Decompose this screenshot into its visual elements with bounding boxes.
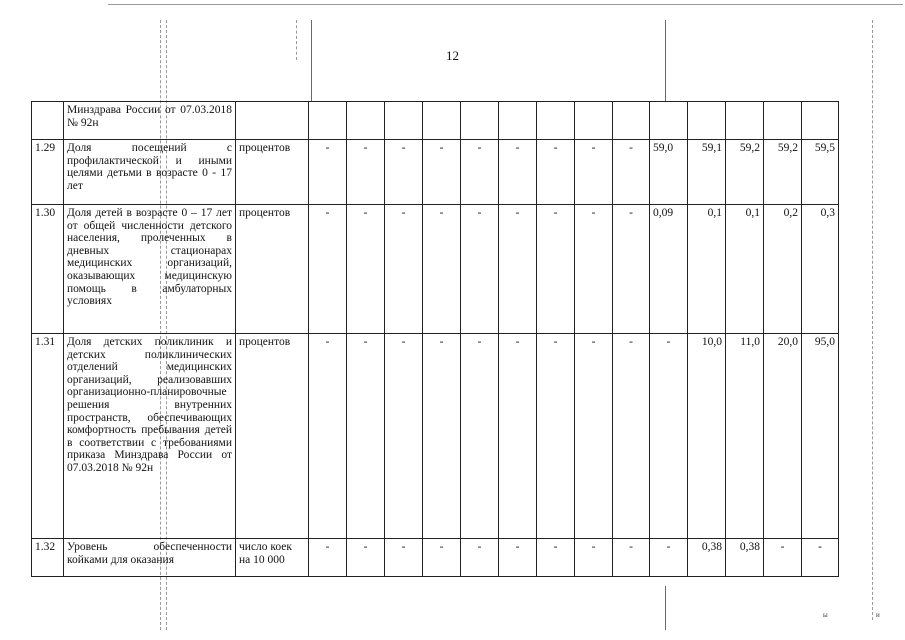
period-cell: - xyxy=(613,140,650,205)
period-cell: - xyxy=(347,140,385,205)
value-cell: - xyxy=(650,334,688,539)
value-cell: 0,38 xyxy=(688,539,726,577)
period-cell: - xyxy=(613,334,650,539)
scan-guide-line xyxy=(665,20,666,102)
value-cell: 20,0 xyxy=(764,334,802,539)
scan-guide-line xyxy=(311,20,312,102)
scan-guide-line xyxy=(872,20,873,620)
scan-guide-line xyxy=(296,20,297,60)
corner-mark: ы xyxy=(823,611,828,619)
period-cell xyxy=(537,102,575,140)
period-cell xyxy=(423,102,461,140)
unit-cell: процентов xyxy=(236,205,309,334)
table-row xyxy=(32,205,839,334)
period-cell: - xyxy=(499,140,537,205)
period-cell: - xyxy=(575,205,613,334)
period-cell xyxy=(309,102,347,140)
period-cell xyxy=(347,102,385,140)
period-cell: - xyxy=(461,539,499,577)
table-row xyxy=(32,539,839,577)
period-cell xyxy=(613,102,650,140)
value-cell: 59,2 xyxy=(764,140,802,205)
unit-cell: процентов xyxy=(236,140,309,205)
indicator-name: Доля детей в возрасте 0 – 17 лет от общей численности детского населения, пролеченных в дневных стационарах медицинских организаций, оказывающих медицинскую помощь в амбулаторных условиях xyxy=(64,205,236,334)
page-number: 12 xyxy=(446,48,459,63)
indicator-name: Доля посещений с профилактической и иными целями детьми в возрасте 0 - 17 лет xyxy=(64,140,236,205)
table-row xyxy=(32,140,839,205)
corner-mark: и xyxy=(876,611,880,619)
value-cell: 59,2 xyxy=(726,140,764,205)
value-cell xyxy=(650,102,688,140)
value-cell: 0,2 xyxy=(764,205,802,334)
period-cell: - xyxy=(499,539,537,577)
period-cell xyxy=(461,102,499,140)
period-cell: - xyxy=(385,205,423,334)
period-cell: - xyxy=(575,140,613,205)
value-cell: 95,0 xyxy=(802,334,839,539)
period-cell: - xyxy=(309,334,347,539)
table-row xyxy=(32,334,839,539)
period-cell: - xyxy=(423,140,461,205)
indicator-table xyxy=(31,101,839,577)
period-cell xyxy=(575,102,613,140)
period-cell: - xyxy=(385,334,423,539)
value-cell: - xyxy=(802,539,839,577)
value-cell: - xyxy=(764,539,802,577)
value-cell: 10,0 xyxy=(688,334,726,539)
period-cell: - xyxy=(461,140,499,205)
period-cell: - xyxy=(613,539,650,577)
value-cell: - xyxy=(650,539,688,577)
indicator-name: Уровень обеспеченности койками для оказания xyxy=(64,539,236,577)
period-cell: - xyxy=(537,205,575,334)
value-cell: 0,1 xyxy=(688,205,726,334)
value-cell: 11,0 xyxy=(726,334,764,539)
period-cell: - xyxy=(347,539,385,577)
period-cell: - xyxy=(423,205,461,334)
period-cell: - xyxy=(613,205,650,334)
value-cell xyxy=(688,102,726,140)
period-cell: - xyxy=(537,539,575,577)
value-cell: 59,0 xyxy=(650,140,688,205)
period-cell: - xyxy=(347,334,385,539)
unit-cell: процентов xyxy=(236,334,309,539)
row-number xyxy=(32,102,64,140)
value-cell: 0,09 xyxy=(650,205,688,334)
row-number: 1.29 xyxy=(32,140,64,205)
period-cell xyxy=(499,102,537,140)
row-number: 1.32 xyxy=(32,539,64,577)
period-cell: - xyxy=(423,334,461,539)
period-cell: - xyxy=(499,334,537,539)
table-row xyxy=(32,102,839,140)
indicator-name: Минздрава России от 07.03.2018 № 92н xyxy=(64,102,236,140)
value-cell: 59,5 xyxy=(802,140,839,205)
period-cell: - xyxy=(461,205,499,334)
period-cell: - xyxy=(499,205,537,334)
unit-cell: число коек на 10 000 xyxy=(236,539,309,577)
period-cell: - xyxy=(575,334,613,539)
value-cell xyxy=(726,102,764,140)
unit-cell xyxy=(236,102,309,140)
period-cell: - xyxy=(385,539,423,577)
value-cell: 0,38 xyxy=(726,539,764,577)
period-cell: - xyxy=(309,539,347,577)
period-cell: - xyxy=(385,140,423,205)
indicator-name: Доля детских поликлиник и детских поликлинических отделений медицинских организаций, реализовавших организационно-планировочные решения внутренних пространств, обеспечивающих комфортность пребывания детей в соответствии с требованиями приказа Минздрава России от 07.03.2018 № 92н xyxy=(64,334,236,539)
scan-guide-line xyxy=(665,586,666,630)
period-cell xyxy=(385,102,423,140)
period-cell: - xyxy=(575,539,613,577)
period-cell: - xyxy=(537,334,575,539)
value-cell: 0,3 xyxy=(802,205,839,334)
row-number: 1.31 xyxy=(32,334,64,539)
value-cell xyxy=(764,102,802,140)
period-cell: - xyxy=(347,205,385,334)
value-cell: 0,1 xyxy=(726,205,764,334)
period-cell: - xyxy=(423,539,461,577)
value-cell: 59,1 xyxy=(688,140,726,205)
value-cell xyxy=(802,102,839,140)
period-cell: - xyxy=(461,334,499,539)
period-cell: - xyxy=(309,140,347,205)
top-rule xyxy=(108,4,903,5)
period-cell: - xyxy=(537,140,575,205)
period-cell: - xyxy=(309,205,347,334)
row-number: 1.30 xyxy=(32,205,64,334)
